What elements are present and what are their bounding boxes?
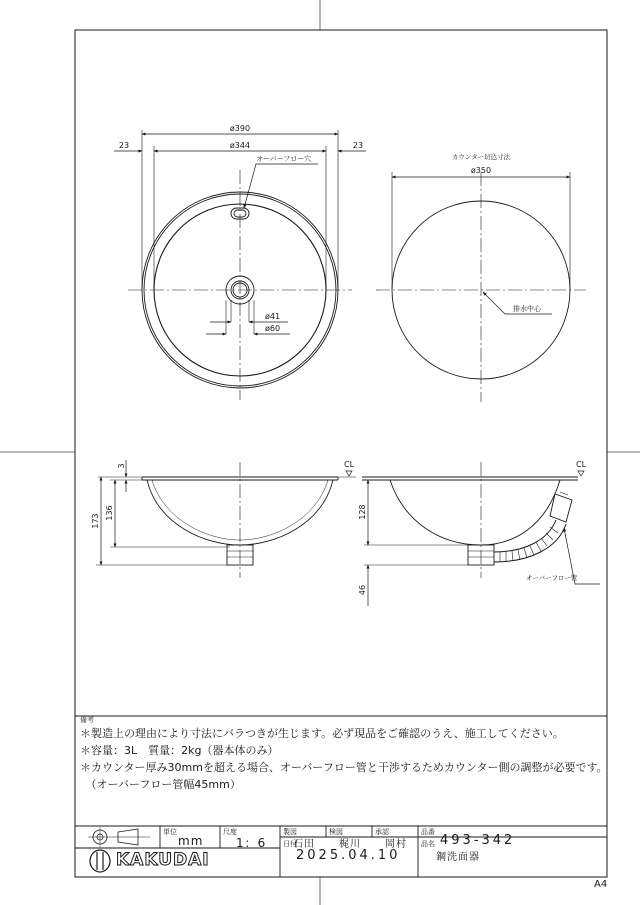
drawn-label: 製図 bbox=[283, 828, 297, 836]
overflow-pipe-label: オーバーフロー管 bbox=[526, 574, 578, 582]
kakudai-logo-icon bbox=[90, 850, 110, 872]
dim-3: 3 bbox=[117, 463, 126, 469]
part-no-label: 品番 bbox=[421, 828, 435, 836]
scale-value: 1：6 bbox=[236, 836, 267, 850]
top-view bbox=[114, 130, 366, 400]
dim-46: 46 bbox=[358, 584, 367, 596]
notes-section bbox=[80, 716, 608, 793]
unit-label: 単位 bbox=[163, 828, 177, 836]
note-line: ＊製造上の理由により寸法にバラつきが生じます。必ず現品をご確認のうえ、施工してください。 bbox=[80, 727, 564, 740]
part-no-value: 493-342 bbox=[440, 833, 516, 848]
dim-173: 173 bbox=[91, 513, 100, 529]
section-view bbox=[362, 462, 600, 606]
drain-center-label: 排水中心 bbox=[513, 305, 541, 313]
unit-value: mm bbox=[178, 834, 204, 848]
note-line: （オーバーフロー管幅45mm） bbox=[80, 778, 241, 791]
name-value: 鋼洗面器 bbox=[436, 852, 480, 863]
name-label: 品名 bbox=[421, 840, 435, 848]
approved-label: 承認 bbox=[375, 828, 389, 836]
dim-outer: ø390 bbox=[229, 124, 251, 133]
approved-value: 岡村 bbox=[385, 839, 407, 850]
dim-left-rim: 23 bbox=[118, 141, 130, 150]
note-line: ＊容量：3L 質量：2kg（器本体のみ） bbox=[80, 744, 279, 757]
projection-symbol-icon bbox=[88, 827, 150, 847]
dim-drain-large: ø60 bbox=[265, 324, 281, 333]
cutout-title: カウンター切込寸法 bbox=[451, 153, 511, 161]
scale-label: 尺度 bbox=[223, 828, 237, 836]
section-cl: CL bbox=[576, 460, 587, 469]
note-line: ＊カウンター厚み30mmを超える場合、オーバーフロー管と干渉するためカウンター側の調整が必要です。 bbox=[80, 761, 608, 774]
dim-128: 128 bbox=[358, 504, 367, 520]
cutout-view bbox=[376, 172, 586, 402]
sheet-size: A4 bbox=[594, 879, 608, 890]
date-label: 日付 bbox=[283, 840, 297, 848]
dim-136: 136 bbox=[105, 505, 114, 521]
checked-label: 検図 bbox=[329, 828, 343, 836]
dim-right-rim: 23 bbox=[352, 141, 364, 150]
cutout-dim: ø350 bbox=[470, 166, 492, 175]
overflow-hole-label: オーバーフロー穴 bbox=[256, 155, 312, 163]
dim-inner: ø344 bbox=[229, 141, 251, 150]
side-view bbox=[96, 460, 356, 578]
drawn-value: 石田 bbox=[293, 839, 315, 850]
company-logo-text: KAKUDAI bbox=[116, 850, 210, 870]
checked-value: 梶川 bbox=[339, 839, 361, 850]
dim-drain-small: ø41 bbox=[265, 312, 281, 321]
notes-header: 備考 bbox=[80, 716, 94, 724]
date-value: 2025.04.10 bbox=[296, 848, 401, 863]
side-cl: CL bbox=[344, 460, 355, 469]
